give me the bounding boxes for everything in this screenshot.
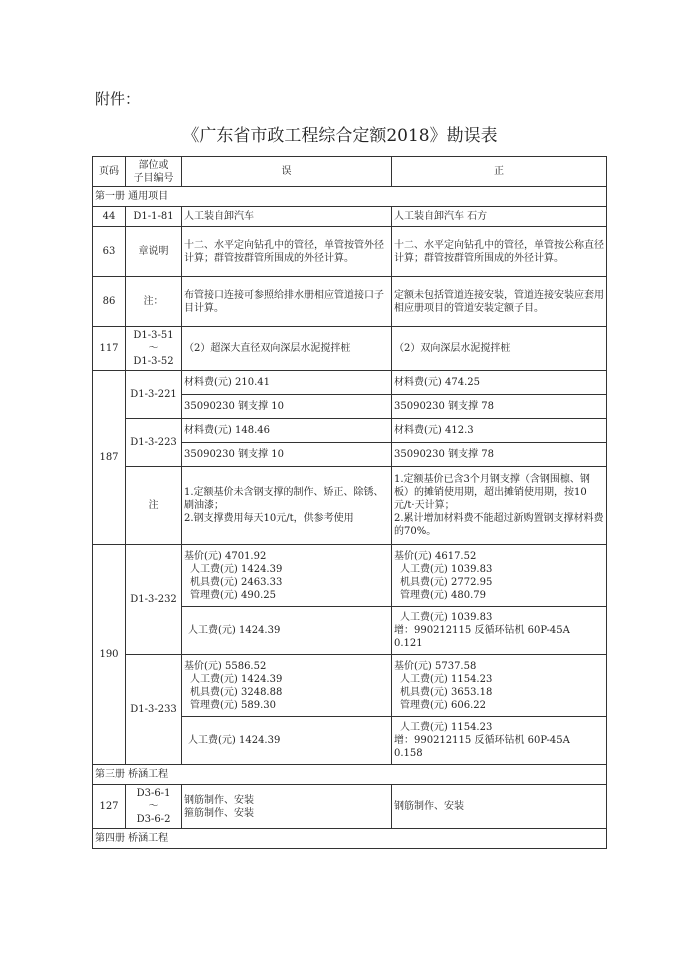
labor-cost: 人工费(元) 1424.39: [190, 673, 283, 685]
added-item: 增：990212115 反循环钻机 60P-45A: [394, 735, 570, 746]
right-cell: （2）双向深层水泥搅拌桩: [392, 327, 607, 371]
wrong-cell: 十二、水平定向钻孔中的管径，单管按管外径计算；群管按群管所围成的外径计算。: [182, 227, 392, 277]
machine-cost: 机具费(元) 3653.18: [400, 686, 493, 698]
table-row: [93, 327, 607, 371]
code-start: D1-3-51: [133, 330, 174, 341]
code-cell: D1-3-233: [126, 655, 182, 765]
labor-cost: 人工费(元) 1154.23: [400, 673, 493, 685]
code-cell: D1-3-232: [126, 545, 182, 655]
code-cell: [126, 785, 182, 829]
page-cell: 127: [93, 785, 126, 829]
labor-cost: 人工费(元) 1039.83: [400, 612, 493, 623]
code-cell: 章说明: [126, 227, 182, 277]
right-cell: 材料费(元) 474.25: [392, 371, 607, 395]
right-cell: [392, 717, 607, 765]
right-cell: 1.定额基价已含3个月钢支撑（含钢围檩、钢板）的摊销使用期，超出摊销使用期，按10元/t·天计算； 2.累计增加材料费不能超过新购置钢支撑材料费的70%。: [392, 467, 607, 545]
wrong-line: 箍筋制作、安装: [184, 807, 254, 819]
table-row: [93, 371, 607, 395]
labor-cost: 人工费(元) 1154.23: [400, 722, 493, 733]
code-tilde: ～: [148, 801, 159, 812]
code-end: D3-6-2: [136, 814, 171, 825]
code-start: D3-6-1: [136, 788, 171, 799]
base-price: 基价(元) 4701.92: [184, 550, 267, 562]
right-cell: 35090230 钢支撑 78: [392, 443, 607, 467]
right-cell: 人工装自卸汽车 石方: [392, 207, 607, 227]
section-row: [93, 829, 607, 849]
wrong-cell: 布管接口连接可参照给排水册相应管道接口子目计算。: [182, 277, 392, 327]
page-cell: 86: [93, 277, 126, 327]
base-price: 基价(元) 5737.58: [394, 660, 477, 672]
wrong-cell: 材料费(元) 210.41: [182, 371, 392, 395]
wrong-cell: 材料费(元) 148.46: [182, 419, 392, 443]
section-title: 第四册 桥涵工程: [93, 829, 607, 849]
management-cost: 管理费(元) 606.22: [400, 699, 486, 711]
table-row: [93, 277, 607, 327]
wrong-line: 钢筋制作、安装: [184, 794, 254, 806]
right-cell: 定额未包括管道连接安装，管道连接安装应套用相应册项目的管道安装定额子目。: [392, 277, 607, 327]
code-cell: D1-3-221: [126, 371, 182, 419]
table-row: [93, 419, 607, 443]
code-cell: D1-3-223: [126, 419, 182, 467]
base-price: 基价(元) 5586.52: [184, 660, 267, 672]
table-row: [93, 545, 607, 607]
machine-cost: 机具费(元) 3248.88: [190, 686, 283, 698]
page-cell: 63: [93, 227, 126, 277]
management-cost: 管理费(元) 490.25: [190, 589, 276, 601]
code-cell: [126, 327, 182, 371]
section-row: [93, 765, 607, 785]
wrong-cell: 35090230 钢支撑 10: [182, 443, 392, 467]
table-row: [93, 227, 607, 277]
code-cell: D1-1-81: [126, 207, 182, 227]
right-cell: [392, 607, 607, 655]
table-row: [93, 655, 607, 717]
wrong-cell: （2）超深大直径双向深层水泥搅拌桩: [182, 327, 392, 371]
right-cell: 钢筋制作、安装: [392, 785, 607, 829]
errata-table: [92, 156, 607, 849]
header-row: [93, 157, 607, 187]
header-right: 正: [392, 157, 607, 187]
labor-cost: 人工费(元) 1424.39: [190, 563, 283, 575]
section-title: 第一册 通用项目: [93, 187, 607, 207]
management-cost: 管理费(元) 480.79: [400, 589, 486, 601]
right-cell: [392, 545, 607, 607]
header-wrong: 误: [182, 157, 392, 187]
header-page: 页码: [93, 157, 126, 187]
added-qty: 0.158: [394, 748, 423, 759]
labor-cost: 人工费(元) 1039.83: [400, 563, 493, 575]
wrong-cell: [182, 785, 392, 829]
code-tilde: ～: [148, 343, 159, 354]
page-cell: 190: [93, 545, 126, 765]
header-code: [126, 157, 182, 187]
attachment-label: 附件：: [95, 90, 141, 108]
document-title: 《广东省市政工程综合定额2018》勘误表: [182, 126, 498, 146]
page-cell: 44: [93, 207, 126, 227]
header-code-line1: 部位或: [138, 159, 169, 171]
table-row: [93, 785, 607, 829]
page-cell: 117: [93, 327, 126, 371]
base-price: 基价(元) 4617.52: [394, 550, 477, 562]
machine-cost: 机具费(元) 2772.95: [400, 576, 493, 588]
right-cell: 十二、水平定向钻孔中的管径，单管按公称直径计算；群管按群管所围成的外径计算。: [392, 227, 607, 277]
right-cell: 材料费(元) 412.3: [392, 419, 607, 443]
machine-cost: 机具费(元) 2463.33: [190, 576, 283, 588]
right-cell: [392, 655, 607, 717]
wrong-cell: 1.定额基价未含钢支撑的制作、矫正、除锈、刷油漆； 2.钢支撑费用每天10元/t，供参考使用: [182, 467, 392, 545]
table-row: [93, 467, 607, 545]
code-cell: 注: [126, 467, 182, 545]
section-title: 第三册 桥涵工程: [93, 765, 607, 785]
right-cell: 35090230 钢支撑 78: [392, 395, 607, 419]
wrong-cell: 人工费(元) 1424.39: [182, 607, 392, 655]
wrong-cell: 人工装自卸汽车: [182, 207, 392, 227]
wrong-cell: 人工费(元) 1424.39: [182, 717, 392, 765]
code-cell: 注：: [126, 277, 182, 327]
header-code-line2: 子目编号: [133, 172, 174, 184]
table-row: [93, 207, 607, 227]
code-end: D1-3-52: [133, 356, 174, 367]
section-row: [93, 187, 607, 207]
added-item: 增：990212115 反循环钻机 60P-45A: [394, 625, 570, 636]
wrong-cell: [182, 545, 392, 607]
management-cost: 管理费(元) 589.30: [190, 699, 276, 711]
wrong-cell: [182, 655, 392, 717]
wrong-cell: 35090230 钢支撑 10: [182, 395, 392, 419]
added-qty: 0.121: [394, 638, 423, 649]
page-cell: 187: [93, 371, 126, 545]
